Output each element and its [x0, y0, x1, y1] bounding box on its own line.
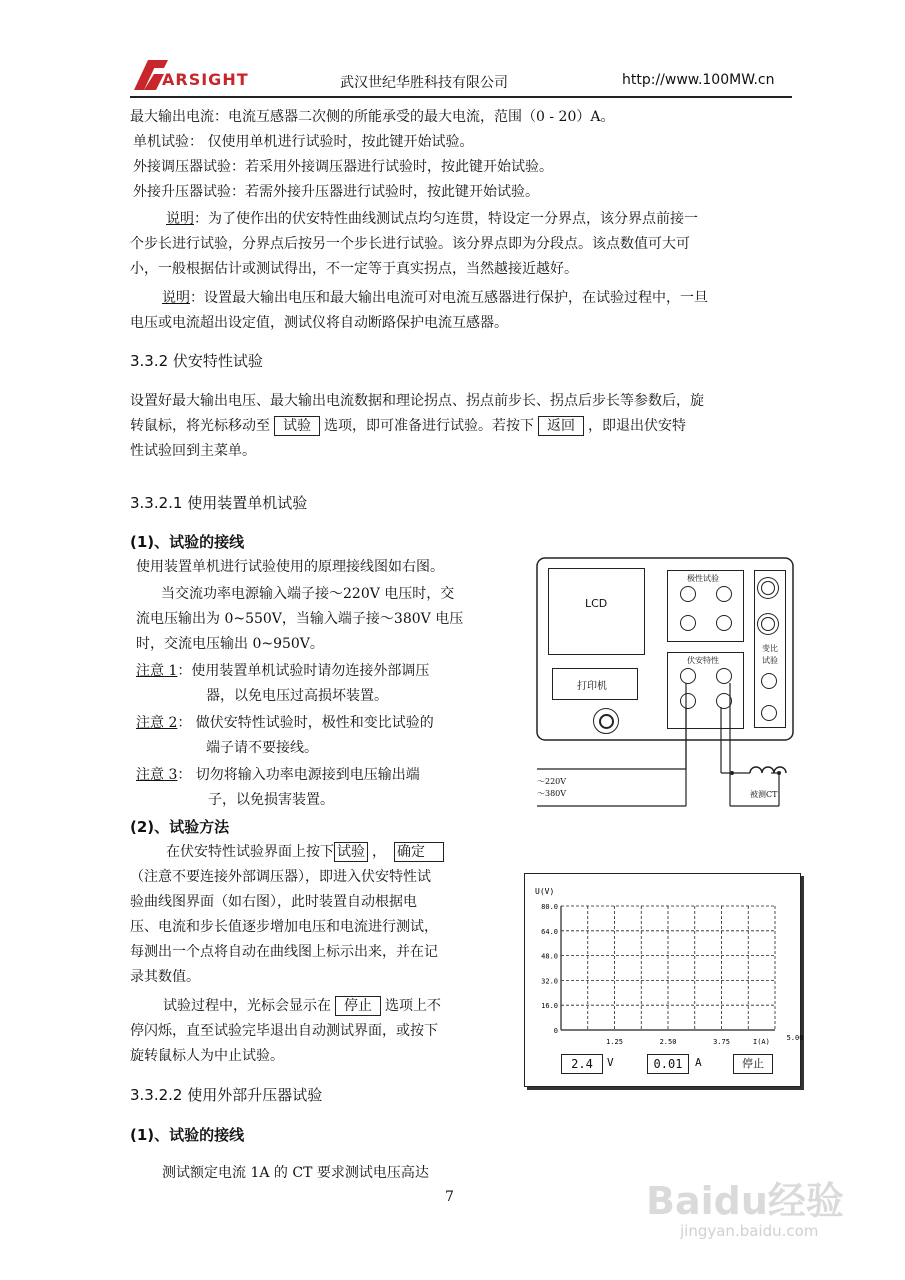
va-terminal-4: [716, 693, 732, 709]
x-tick-label: 3.75: [713, 1038, 730, 1046]
polarity-terminal-2: [716, 586, 732, 602]
stop-button-label: 停止: [742, 1057, 764, 1070]
s3321-m1-sep: ，: [372, 844, 386, 860]
warning-2-label: 注意 2: [136, 715, 178, 731]
x-tick-label: 2.50: [659, 1038, 677, 1046]
note1-line1: [166, 208, 698, 230]
section-332-title: 3.3.2 伏安特性试验: [130, 352, 263, 370]
va-curve-screen: [524, 873, 804, 1087]
s3321-m8: 停闪烁，直至试验完毕退出自动测试界面，或按下: [130, 1023, 438, 1039]
confirm-button-ref: 确定: [394, 842, 444, 862]
ratio-terminal-4: [761, 705, 777, 721]
y-tick-label: 48.0: [541, 952, 558, 961]
ct-label: 被测CT: [750, 790, 778, 799]
printer-block: [552, 668, 638, 700]
y-axis-label: U(V): [535, 887, 555, 896]
polarity-label: 极性试验: [687, 574, 719, 583]
y-tick-label: 80.0: [541, 903, 558, 911]
note2-line1: [162, 287, 708, 309]
va-curve-chart: [525, 874, 804, 1049]
def-ext-booster: 外接升压器试验：若需外接升压器进行试验时，按此键开始试验。: [133, 184, 539, 200]
current-value: 0.01: [653, 1057, 683, 1071]
s3321-m7: [163, 995, 441, 1017]
warning-2-cont: 端子请不要接线。: [206, 740, 318, 756]
page-number: 7: [445, 1189, 454, 1205]
header-company: 武汉世纪华胜科技有限公司: [340, 75, 508, 91]
voltage-readout: [561, 1054, 603, 1074]
s332-text2c: ，即退出伏安特: [588, 418, 686, 434]
def-ext-regulator: 外接调压器试验：若采用外接调压器进行试验时，按此键开始试验。: [133, 159, 553, 175]
s332-line3: 性试验回到主菜单。: [130, 443, 256, 459]
warning-3-text: ： 切勿将输入功率电源接到电压输出端: [177, 767, 420, 783]
warning-1-text: ：使用装置单机试验时请勿连接外部调压: [177, 663, 430, 679]
x-tick-label: 1.25: [606, 1038, 623, 1046]
s3322-w1: 测试额定电流 1A 的 CT 要求测试电压高达: [162, 1165, 429, 1181]
baidu-watermark: Baidu经验: [646, 1179, 844, 1223]
warning-2: [136, 712, 434, 734]
back-option-box: 返回: [538, 416, 584, 436]
ratio-terminal-1: [761, 581, 775, 595]
s3321-w1: 使用装置单机进行试验使用的原理接线图如右图。: [136, 559, 444, 575]
wiring-diagram: [535, 556, 795, 818]
x-axis-label: I(A): [753, 1038, 770, 1046]
ratio-label-1: 变比: [762, 644, 778, 653]
ratio-label-2: 试验: [762, 656, 778, 665]
company-logo: [130, 56, 260, 92]
ac380-label: ～380V: [537, 789, 567, 798]
s3321-m1a: 在伏安特性试验界面上按下: [166, 844, 334, 860]
va-terminal-1: [680, 668, 696, 684]
rotary-knob-icon: [593, 708, 619, 734]
s332-text2a: 转鼠标，将光标移动至: [130, 418, 270, 434]
section-3321-title: 3.3.2.1 使用装置单机试验: [130, 494, 308, 512]
ratio-terminal-3: [761, 673, 777, 689]
s3321-m5: 每测出一个点将自动在曲线图上标示出来，并在记: [130, 944, 438, 960]
voltage-value: 2.4: [571, 1057, 593, 1071]
s332-line2: [130, 415, 686, 437]
voltage-unit: V: [607, 1056, 614, 1069]
warning-1-cont: 器，以免电压过高损坏装置。: [206, 688, 388, 704]
s3321-w3: 流电压输出为 0~550V，当输入端子接～380V 电压: [136, 611, 464, 627]
ratio-terminal-2: [761, 617, 775, 631]
va-label: 伏安特性: [687, 656, 719, 665]
s3321-wiring-title: (1)、试验的接线: [130, 533, 245, 551]
note2-line2: 电压或电流超出设定值，测试仪将自动断路保护电流互感器。: [130, 315, 508, 331]
current-readout: [647, 1054, 689, 1074]
x-tick-label: 5.00: [786, 1034, 804, 1042]
va-terminal-2: [716, 668, 732, 684]
header-url: http://www.100MW.cn: [622, 72, 775, 88]
polarity-terminal-3: [680, 615, 696, 631]
y-tick-label: 16.0: [541, 1002, 558, 1011]
va-test-block: [667, 652, 744, 729]
test-option-box: 试验: [274, 416, 320, 436]
header-divider: [130, 96, 792, 98]
warning-3: [136, 764, 420, 786]
polarity-test-block: [667, 570, 744, 642]
stop-option-box: 停止: [335, 996, 381, 1016]
s3321-w2: 当交流功率电源输入端子接～220V 电压时，交: [161, 586, 455, 602]
note1-line3: 小，一般根据估计或测试得出，不一定等于真实拐点，当然越接近越好。: [130, 261, 578, 277]
lcd-label: LCD: [585, 597, 608, 610]
current-unit: A: [695, 1056, 702, 1069]
s332-line1: 设置好最大输出电压、最大输出电流数据和理论拐点、拐点前步长、拐点后步长等参数后，旋: [130, 393, 704, 409]
printer-label: 打印机: [577, 681, 607, 692]
s3321-m3: 验曲线图界面（如右图），此时装置自动根据电: [130, 894, 417, 910]
s3321-m9: 旋转鼠标人为中止试验。: [130, 1048, 284, 1064]
s3321-m4: 压、电流和步长值逐步增加电压和电流进行测试，: [130, 919, 438, 935]
warning-3-cont: 子，以免损害装置。: [208, 792, 334, 808]
polarity-terminal-1: [680, 586, 696, 602]
warning-2-text: ： 做伏安特性试验时，极性和变比试验的: [177, 715, 434, 731]
s3322-wiring-title: (1)、试验的接线: [130, 1126, 245, 1144]
logo-text: ARSIGHT: [162, 70, 249, 89]
y-tick-label: 32.0: [541, 977, 558, 986]
baidu-watermark-url: jingyan.baidu.com: [680, 1222, 819, 1240]
test-button-ref: 试验: [334, 842, 368, 862]
y-tick-label: 0: [553, 1027, 558, 1035]
section-3322-title: 3.3.2.2 使用外部升压器试验: [130, 1086, 323, 1104]
def-single-test: 单机试验： 仅使用单机进行试验时，按此键开始试验。: [133, 134, 474, 150]
polarity-terminal-4: [716, 615, 732, 631]
note1-line2: 个步长进行试验，分界点后按另一个步长进行试验。该分界点即为分段点。该点数值可大可: [130, 236, 690, 252]
note2-text1: ：设置最大输出电压和最大输出电流可对电流互感器进行保护，在试验过程中，一旦: [190, 290, 708, 306]
y-tick-label: 64.0: [541, 927, 558, 936]
lcd-screen: [548, 568, 645, 655]
va-terminal-3: [680, 693, 696, 709]
s3321-w4: 时，交流电压输出 0~950V。: [136, 636, 324, 652]
ratio-test-block: [754, 570, 786, 728]
def-max-current: 最大输出电流：电流互感器二次侧的所能承受的最大电流，范围（0 - 20）A。: [130, 109, 615, 125]
s3321-m1: [166, 841, 448, 863]
s332-text2b: 选项，即可准备进行试验。若按下: [324, 418, 534, 434]
note1-text1: ：为了使作出的伏安特性曲线测试点均匀连贯，特设定一分界点，该分界点前接一: [194, 211, 698, 227]
note1-label: 说明: [166, 211, 194, 227]
s3321-method-title: (2)、试验方法: [130, 818, 230, 836]
s3321-m7a: 试验过程中，光标会显示在: [163, 998, 331, 1014]
ac220-label: ～220V: [537, 777, 567, 786]
warning-1-label: 注意 1: [136, 663, 178, 679]
warning-3-label: 注意 3: [136, 767, 178, 783]
s3321-m6: 录其数值。: [130, 969, 200, 985]
note2-label: 说明: [162, 290, 190, 306]
s3321-m2: （注意不要连接外部调压器），即进入伏安特性试: [130, 869, 431, 885]
stop-button[interactable]: [733, 1054, 773, 1074]
warning-1: [136, 660, 429, 682]
s3321-m7b: 选项上不: [385, 998, 441, 1014]
